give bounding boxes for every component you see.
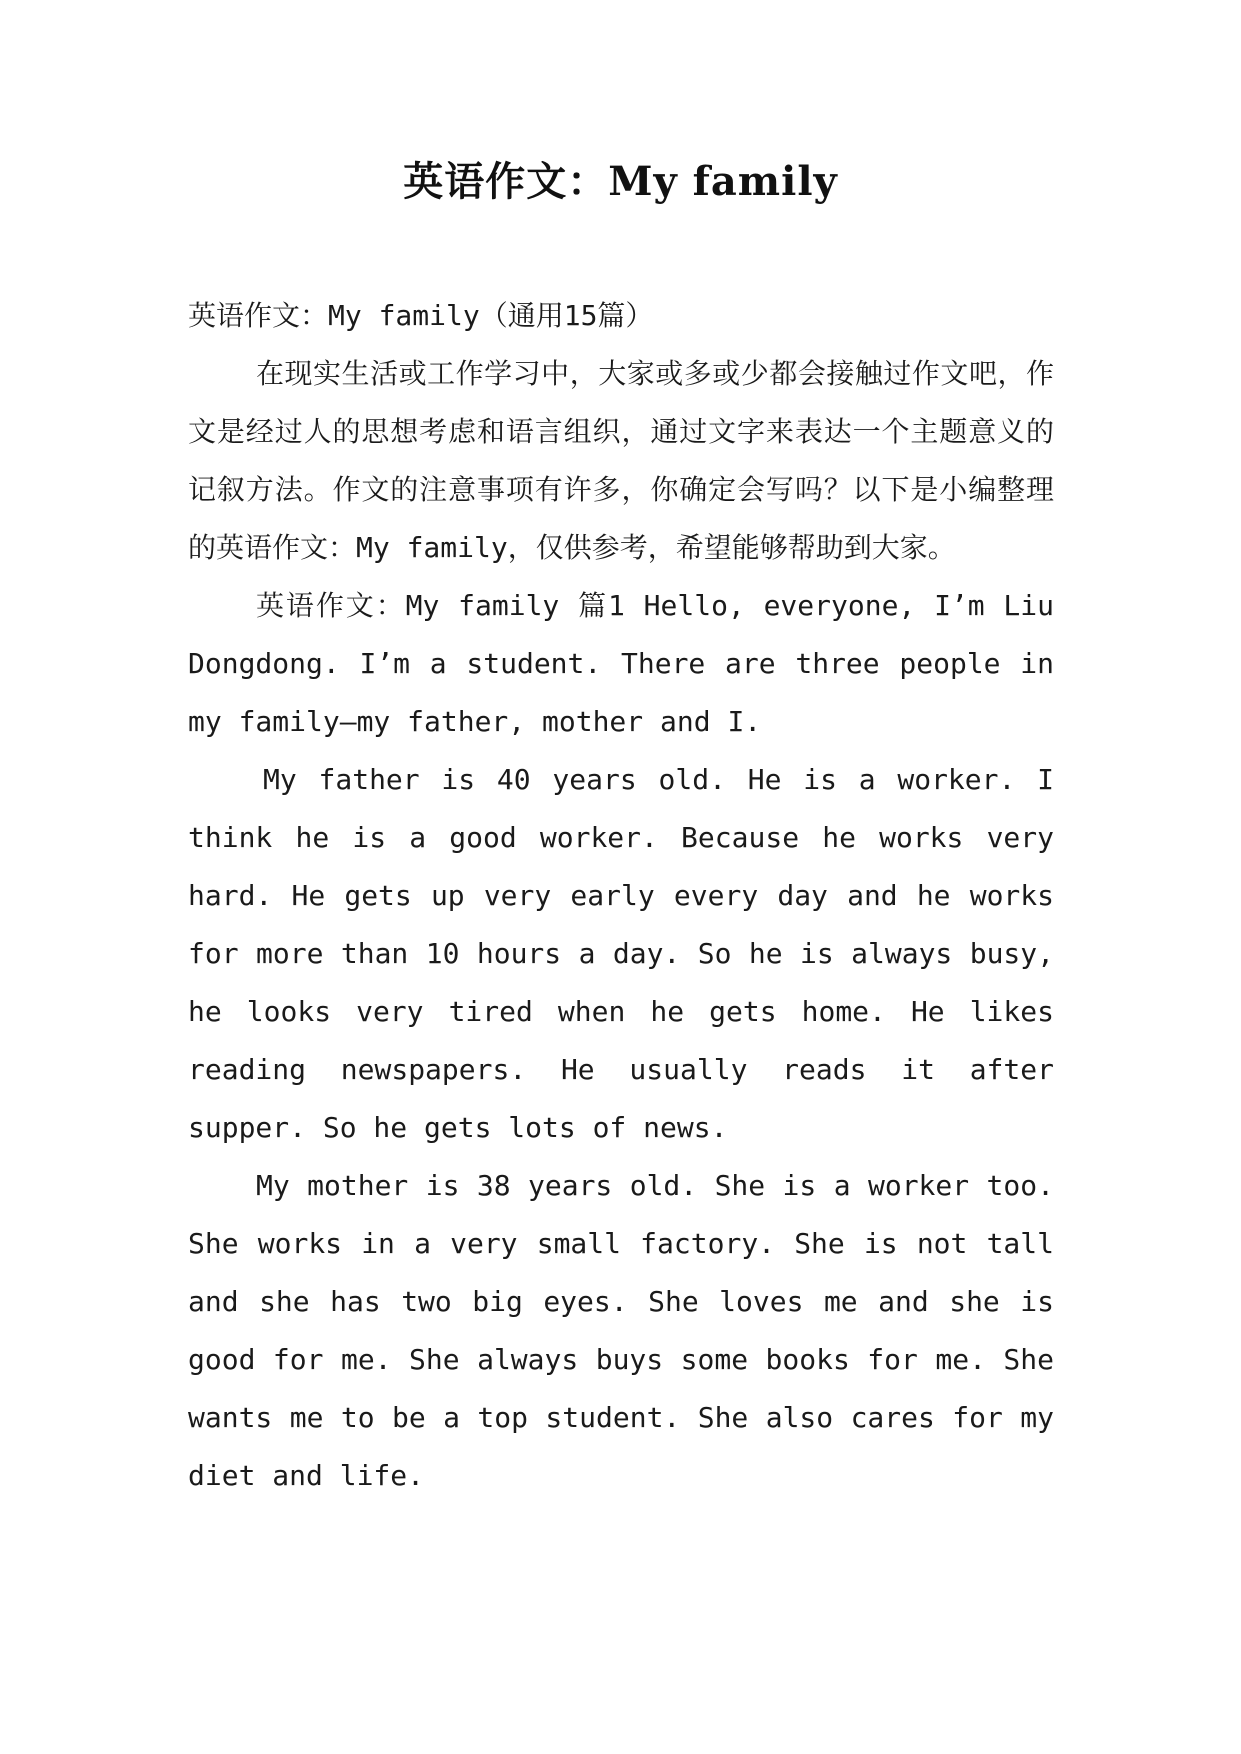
document-title: 英语作文：My family [403,158,838,205]
document-body [188,287,1054,1505]
essay-1-opening-paragraph: 英语作文：My family 篇1 Hello, everyone, I’m Liu Dongdong. I’m a student. There are three people in my family—my father, mother and I. [188,589,1054,738]
mother-paragraph: My mother is 38 years old. She is a worker too. She works in a very small factory. She is not tall and she has two big eyes. She loves me and she is good for me. She always buys some books for me. She wants me to be a top student. She also cares for my diet and life. [188,1169,1054,1492]
father-paragraph: My father is 40 years old. He is a worker. I think he is a good worker. Because he works very hard. He gets up very early every day and he works for more than 10 hours a day. So he is always busy, he looks very tired when he gets home. He likes reading newspapers. He usually reads it after supper. So he gets lots of news. [188,763,1054,1144]
intro-paragraph: 在现实生活或工作学习中，大家或多或少都会接触过作文吧，作文是经过人的思想考虑和语言组织，通过文字来表达一个主题意义的记叙方法。作文的注意事项有许多，你确定会写吗？以下是小编整理的英语作文：My family，仅供参考，希望能够帮助到大家。 [188,357,1054,564]
subtitle-paragraph: 英语作文：My family（通用15篇） [188,299,654,332]
